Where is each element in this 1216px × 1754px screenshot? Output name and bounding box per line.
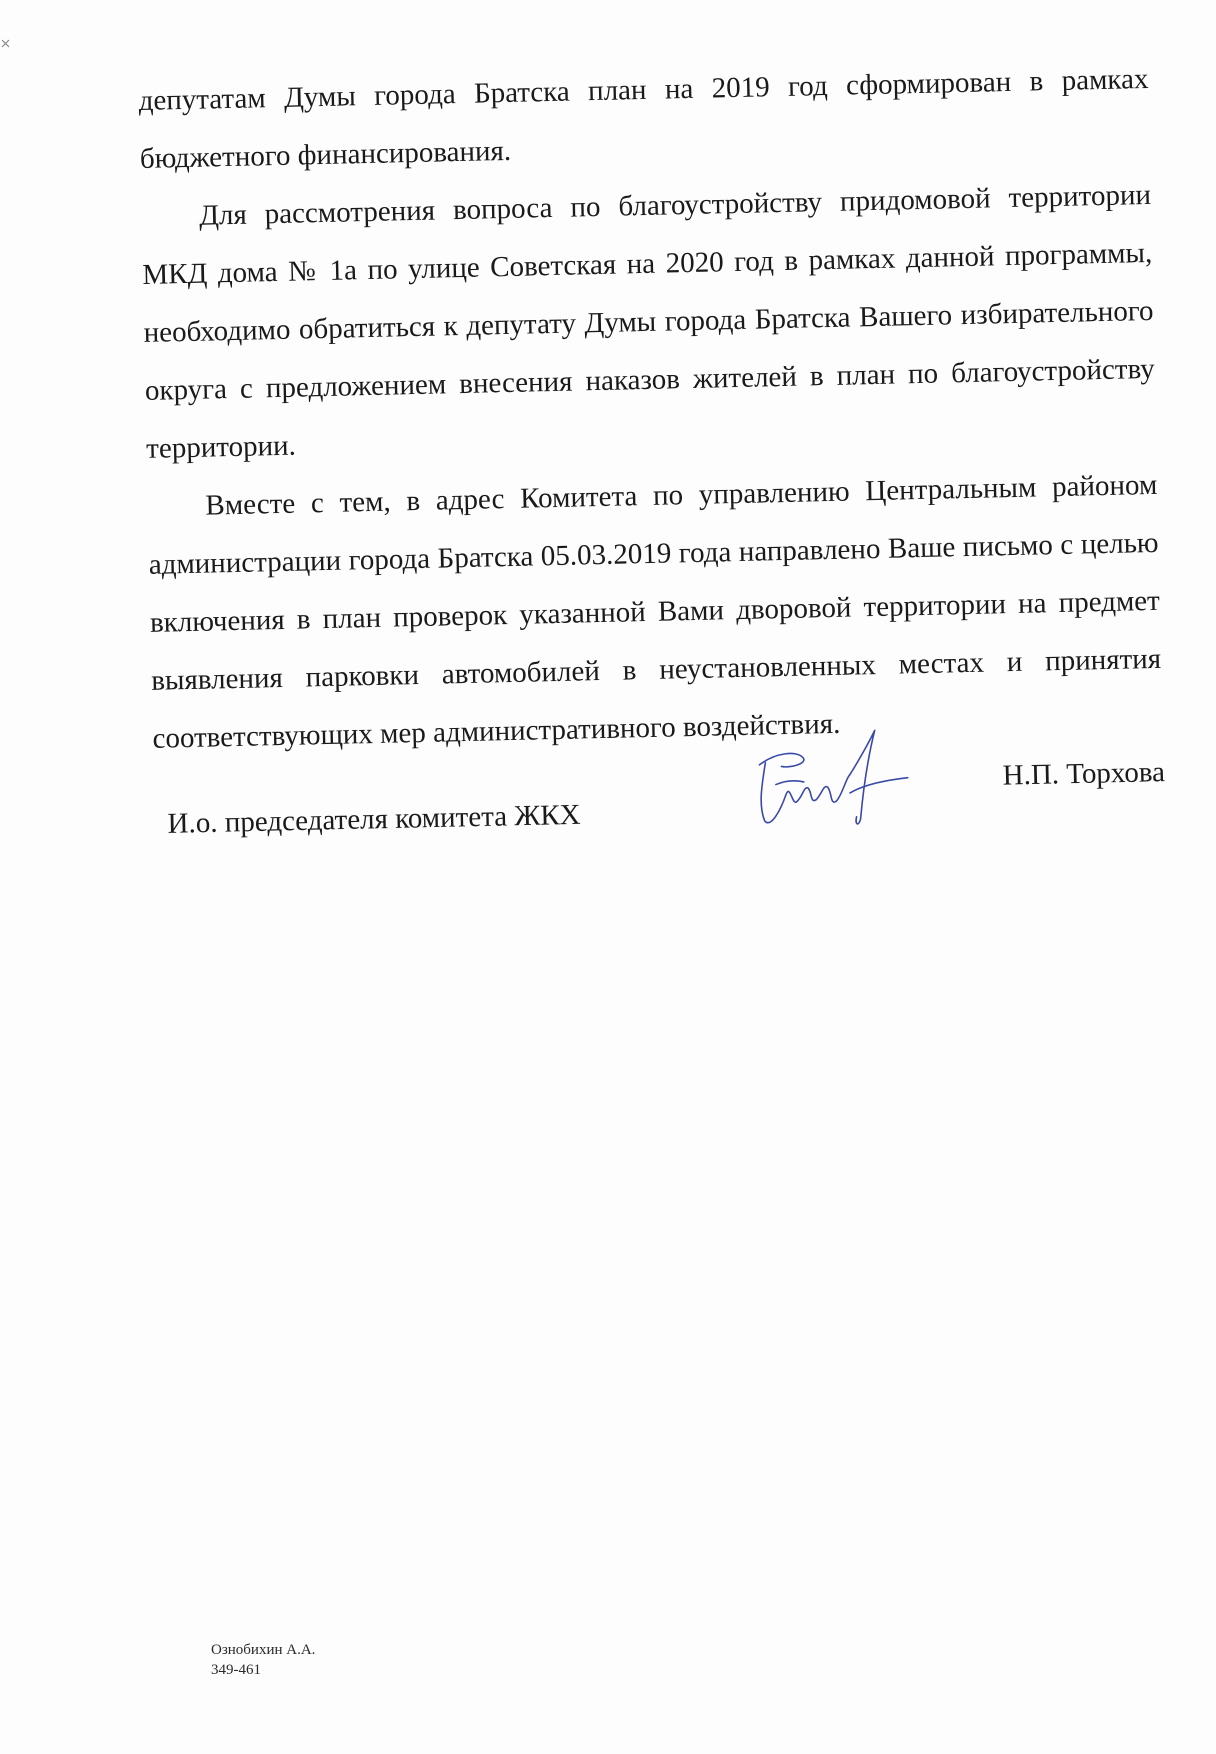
- paragraph-landscaping: Для рассмотрения вопроса по благоустройству придомовой территории МКД дома № 1а по улице Советская на 2020 год в рамках данной программы, необходимо обратиться к депутату Думы города Братска Вашего избирательного округа с предложением внесения наказов жителей в план по благоустройству территории.: [142, 178, 1156, 465]
- handwritten-signature: [745, 722, 918, 846]
- signatory-position: И.о. председателя комитета ЖКХ: [167, 798, 581, 840]
- executor-info: [211, 1640, 315, 1680]
- signatory-name: Н.П. Торхова: [1002, 756, 1166, 792]
- letter-body: [138, 50, 1163, 768]
- signature-block: [160, 730, 1172, 872]
- paragraph-parking-check: Вместе с тем, в адрес Комитета по управлению Центральным районом администрации города Братска 05.03.2019 года направлено Ваше письмо с целью включения в план проверок указанной Вами дворовой территории на предмет выявления парковки автомобилей в неустановленных местах и принятия соответствующих мер административного воздействия.: [148, 468, 1162, 755]
- executor-name: Ознобихин А.А.: [211, 1642, 316, 1658]
- executor-phone: 349-461: [211, 1662, 261, 1678]
- paragraph-budget: депутатам Думы города Братска план на 2019 год сформирован в рамках бюджетного финансирования.: [138, 62, 1149, 175]
- scan-edge-mark: [0, 38, 14, 52]
